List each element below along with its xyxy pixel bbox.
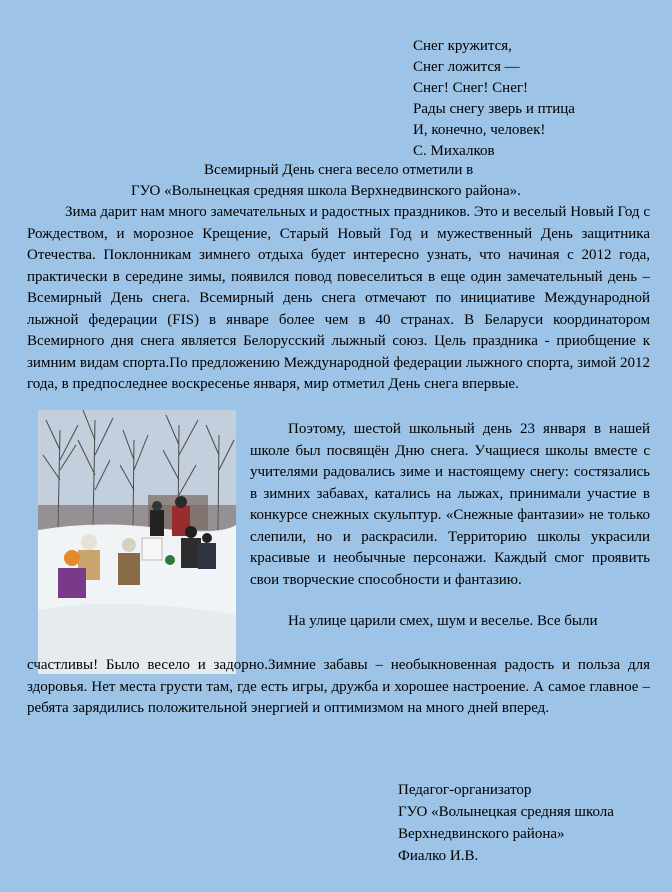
poem-author: С. Михалков (413, 143, 495, 159)
intro-paragraph (27, 202, 650, 396)
signature-name: Фиалко И.В. (398, 848, 479, 864)
poem-line: Снег ложится — (413, 59, 520, 75)
signature-org-line-1: ГУО «Волынецкая средняя школа (398, 804, 614, 820)
winter-photo (38, 410, 236, 674)
body-paragraph-1: Поэтому, шестой школьный день 23 января в нашей школе был посвящён Дню снега. Учащиеся школы вместе с учителями радовались зиме и настоящему снегу: состязались в зимних забавах, катались на лыжах, принимали участие в конкурсе снежных скульптур. «Снежные фантазии» не только слепили, но и раскрасили. Территорию школы украсили красивые и необычные персонажи. Каждый смог проявить свои творческие способности и фантазию. (250, 421, 650, 588)
poem-line: Снег кружится, (413, 38, 512, 54)
poem-line: Рады снегу зверь и птица (413, 101, 575, 117)
intro-text: Зима дарит нам много замечательных и радостных праздников. Это и веселый Новый Год с Рождеством, и морозное Крещение, Старый Новый Год и мужественный День защитника Отечества. Поклонникам зимнего отдыха будет интересно узнать, что начиная с 2012 года, практически в середине зимы, появился повод повеселиться в еще один замечательный день – Всемирный День снега. Всемирный день снега отмечают по инициативе Международной лыжной федерации (FIS) в январе более чем в 40 странах. В Беларуси координатором Всемирного дня снега является Белорусский лыжный союз. Цель праздника - приобщение к зимним видам спорта.По предложению Международной федерации лыжного спорта, зимой 2012 года, в предпоследнее воскресенье января, мир отметил День снега впервые. (27, 204, 650, 392)
signature-org-line-2: Верхнедвинского района» (398, 826, 565, 842)
body-paragraph-2-start: На улице царили смех, шум и веселье. Все были (288, 613, 598, 629)
title-line-2: ГУО «Волынецкая средняя школа Верхнедвинского района». (131, 183, 521, 199)
body-paragraph-2-rest: счастливы! Было весело и задорно.Зимние забавы – необыкновенная радость и польза для здоровья. Нет места грусти там, где есть игры, дружба и хорошее настроение. А самое главное – ребята зарядились положительной энергией и оптимизмом на много дней вперед. (27, 657, 650, 716)
signature-role: Педагог-организатор (398, 782, 532, 798)
poem-line: Снег! Снег! Снег! (413, 80, 529, 96)
article-title (0, 160, 672, 202)
signature-block (398, 779, 614, 867)
title-line-1: Всемирный День снега весело отметили в (204, 162, 474, 178)
poem-line: И, конечно, человек! (413, 122, 546, 138)
epigraph-poem (413, 36, 575, 162)
body-text-right (250, 419, 650, 633)
